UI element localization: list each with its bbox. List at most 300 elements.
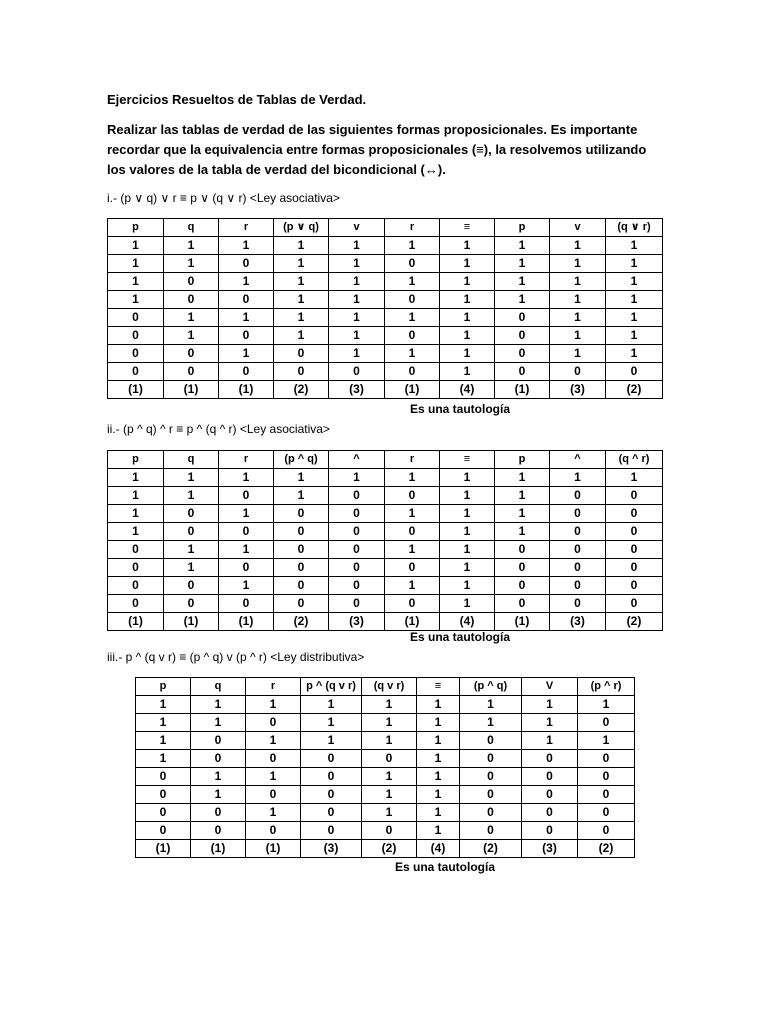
column-header: V: [522, 678, 578, 696]
column-header: (p ^ q): [460, 678, 522, 696]
table-cell: 1: [522, 732, 578, 750]
table-cell: 1: [606, 273, 663, 291]
table-cell: 0: [136, 822, 191, 840]
document-title: Ejercicios Resueltos de Tablas de Verdad.: [107, 92, 367, 107]
table-cell: 0: [108, 559, 164, 577]
table-cell: 0: [246, 714, 301, 732]
table-cell: 0: [164, 595, 219, 613]
column-header: ≡: [440, 219, 495, 237]
table-cell: 0: [219, 363, 274, 381]
table-cell: 1: [274, 469, 329, 487]
table-cell: 1: [385, 309, 440, 327]
section-3-conclusion: Es una tautología: [395, 860, 496, 874]
truth-table-1: [107, 218, 663, 399]
table-row: [108, 363, 663, 381]
table-cell: 1: [606, 255, 663, 273]
table-row: [136, 732, 635, 750]
table-cell: 0: [108, 577, 164, 595]
table-cell: 0: [301, 786, 362, 804]
table-row: [136, 696, 635, 714]
table-cell: 1: [385, 237, 440, 255]
table-row: [108, 237, 663, 255]
table-cell: 0: [578, 822, 635, 840]
column-header: ≡: [417, 678, 460, 696]
table-cell: 0: [522, 750, 578, 768]
table-cell: 1: [417, 822, 460, 840]
table-cell: 1: [550, 469, 606, 487]
table-cell: 0: [522, 786, 578, 804]
table-cell: 1: [219, 469, 274, 487]
table-cell: 1: [606, 469, 663, 487]
table-cell: 0: [274, 559, 329, 577]
table-cell: 0: [522, 822, 578, 840]
table-cell: 0: [385, 559, 440, 577]
table-cell: 0: [495, 595, 550, 613]
table-cell: 0: [108, 541, 164, 559]
table-cell: 1: [191, 696, 246, 714]
table-cell: 1: [550, 237, 606, 255]
table-cell: 0: [606, 577, 663, 595]
table-cell: 1: [108, 255, 164, 273]
table-cell: 1: [417, 714, 460, 732]
table-cell: 1: [417, 750, 460, 768]
table-cell: (4): [440, 381, 495, 399]
table-cell: 1: [522, 714, 578, 732]
table-cell: 1: [385, 469, 440, 487]
table-cell: 1: [440, 291, 495, 309]
table-cell: 1: [329, 273, 385, 291]
table-cell: 0: [274, 505, 329, 523]
table-cell: 1: [164, 487, 219, 505]
table-cell: 1: [440, 309, 495, 327]
table-cell: 0: [385, 255, 440, 273]
table-cell: 1: [440, 505, 495, 523]
table-row: [108, 505, 663, 523]
table-cell: 1: [550, 327, 606, 345]
table-cell: 1: [460, 696, 522, 714]
table-cell: 0: [274, 345, 329, 363]
table-cell: (2): [460, 840, 522, 858]
table-row: [108, 577, 663, 595]
table-cell: (2): [274, 613, 329, 631]
table-cell: 1: [440, 327, 495, 345]
table-cell: (2): [606, 381, 663, 399]
table-cell: 0: [606, 363, 663, 381]
table-cell: 1: [191, 714, 246, 732]
table-cell: (3): [329, 381, 385, 399]
table-cell: 0: [578, 714, 635, 732]
table-cell: 0: [136, 768, 191, 786]
table-cell: 0: [164, 577, 219, 595]
table-cell: (4): [440, 613, 495, 631]
table-cell: 0: [301, 822, 362, 840]
column-header: v: [550, 219, 606, 237]
table-cell: 1: [606, 345, 663, 363]
table-cell: 1: [274, 237, 329, 255]
table-cell: 1: [136, 696, 191, 714]
column-header: v: [329, 219, 385, 237]
table-row: [108, 291, 663, 309]
table-cell: (3): [522, 840, 578, 858]
table-cell: 0: [606, 505, 663, 523]
table-cell: 1: [550, 309, 606, 327]
column-header: ^: [329, 451, 385, 469]
table-cell: 0: [385, 523, 440, 541]
table-cell: 1: [495, 469, 550, 487]
table-cell: 0: [550, 559, 606, 577]
column-header: r: [385, 451, 440, 469]
column-header: (q ∨ r): [606, 219, 663, 237]
table-cell: (1): [385, 381, 440, 399]
table-cell: (1): [164, 381, 219, 399]
table-cell: 0: [385, 595, 440, 613]
table-cell: 1: [274, 309, 329, 327]
table-cell: 1: [219, 309, 274, 327]
column-header: (q v r): [362, 678, 417, 696]
table-cell: 1: [329, 327, 385, 345]
table-cell: 1: [440, 237, 495, 255]
table-cell: 0: [191, 732, 246, 750]
table-cell: 1: [329, 237, 385, 255]
table-cell: 1: [550, 273, 606, 291]
table-cell: 1: [440, 595, 495, 613]
table-row: [108, 487, 663, 505]
table-cell: 1: [440, 523, 495, 541]
table-cell: 0: [578, 786, 635, 804]
column-header: r: [219, 451, 274, 469]
table-cell: 1: [440, 345, 495, 363]
table-cell: 1: [440, 487, 495, 505]
table-cell: 1: [164, 327, 219, 345]
column-header: q: [164, 451, 219, 469]
table-cell: 1: [108, 487, 164, 505]
table-cell: 0: [329, 505, 385, 523]
table-cell: 1: [219, 541, 274, 559]
column-header: p: [495, 451, 550, 469]
table-cell: 0: [301, 804, 362, 822]
table-cell: 0: [606, 487, 663, 505]
table-cell: 1: [362, 714, 417, 732]
table-cell: 1: [362, 804, 417, 822]
table-cell: (1): [136, 840, 191, 858]
table-cell: 1: [108, 469, 164, 487]
table-cell: 1: [460, 714, 522, 732]
table-cell: (2): [274, 381, 329, 399]
column-header: p: [495, 219, 550, 237]
table-cell: 0: [495, 541, 550, 559]
table-cell: 1: [606, 309, 663, 327]
table-cell: 1: [108, 291, 164, 309]
table-row: [136, 804, 635, 822]
table-cell: 0: [460, 732, 522, 750]
table-cell: 1: [164, 541, 219, 559]
table-cell: 0: [606, 523, 663, 541]
table-cell: (1): [495, 381, 550, 399]
column-header: p: [108, 451, 164, 469]
section-2-heading: ii.- (p ^ q) ^ r ≡ p ^ (q ^ r) <Ley asociativa>: [107, 422, 330, 436]
table-cell: 0: [550, 577, 606, 595]
table-cell: 0: [606, 595, 663, 613]
table-cell: 0: [301, 768, 362, 786]
table-cell: 1: [219, 237, 274, 255]
table-cell: 0: [385, 327, 440, 345]
table-cell: (3): [550, 381, 606, 399]
table-cell: 0: [495, 577, 550, 595]
table-cell: 0: [329, 363, 385, 381]
table-cell: (1): [495, 613, 550, 631]
table-cell: 1: [136, 714, 191, 732]
table-cell: 0: [460, 822, 522, 840]
table-cell: 1: [362, 786, 417, 804]
table-cell: 0: [362, 750, 417, 768]
table-cell: 1: [108, 523, 164, 541]
table-cell: 1: [274, 255, 329, 273]
table-cell: 0: [136, 804, 191, 822]
table-cell: 1: [495, 255, 550, 273]
column-header: r: [246, 678, 301, 696]
section-1-heading: i.- (p ∨ q) ∨ r ≡ p ∨ (q ∨ r) <Ley asociativa>: [107, 191, 340, 205]
table-cell: 0: [219, 255, 274, 273]
table-cell: 1: [522, 696, 578, 714]
table-cell: 0: [108, 595, 164, 613]
table-cell: 1: [219, 345, 274, 363]
table-cell: 0: [108, 363, 164, 381]
table-cell: (1): [191, 840, 246, 858]
table-cell: 1: [578, 696, 635, 714]
table-row: [108, 523, 663, 541]
table-cell: 0: [164, 345, 219, 363]
table-cell: 1: [550, 291, 606, 309]
table-cell: 1: [440, 541, 495, 559]
table-cell: 0: [164, 291, 219, 309]
table-cell: (2): [578, 840, 635, 858]
table-cell: 0: [460, 768, 522, 786]
table-row: [136, 750, 635, 768]
table-cell: 0: [550, 487, 606, 505]
table-cell: 0: [246, 786, 301, 804]
table-cell: 1: [274, 327, 329, 345]
table-cell: 1: [274, 291, 329, 309]
table-row: [136, 786, 635, 804]
table-row: [136, 822, 635, 840]
table-cell: 0: [219, 291, 274, 309]
table-cell: 0: [460, 750, 522, 768]
table-row: [108, 273, 663, 291]
table-cell: 0: [274, 595, 329, 613]
table-cell: 1: [108, 505, 164, 523]
table-cell: 1: [417, 768, 460, 786]
table-cell: 0: [329, 577, 385, 595]
table-cell: 1: [246, 696, 301, 714]
table-cell: 1: [417, 696, 460, 714]
step-order-row: [108, 613, 663, 631]
table-cell: 1: [440, 255, 495, 273]
table-cell: 1: [550, 345, 606, 363]
table-cell: (4): [417, 840, 460, 858]
table-cell: 1: [164, 255, 219, 273]
table-row: [108, 469, 663, 487]
table-cell: 1: [495, 505, 550, 523]
table-cell: (1): [385, 613, 440, 631]
table-cell: 0: [274, 577, 329, 595]
table-cell: 0: [578, 750, 635, 768]
table-cell: 1: [417, 804, 460, 822]
table-cell: (1): [164, 613, 219, 631]
column-header: ^: [550, 451, 606, 469]
table-cell: 1: [108, 273, 164, 291]
table-cell: 1: [329, 309, 385, 327]
column-header: p: [108, 219, 164, 237]
table-cell: (3): [329, 613, 385, 631]
table-cell: 0: [550, 595, 606, 613]
table-cell: 0: [274, 363, 329, 381]
table-cell: 1: [440, 469, 495, 487]
table-cell: 1: [495, 487, 550, 505]
table-cell: 1: [606, 237, 663, 255]
section-3-heading: iii.- p ^ (q v r) ≡ (p ^ q) v (p ^ r) <Ley distributiva>: [107, 650, 365, 664]
column-header: q: [191, 678, 246, 696]
table-cell: 0: [329, 595, 385, 613]
intro-paragraph: Realizar las tablas de verdad de las siguientes formas proposicionales. Es importante recordar que la equivalencia entre formas proposicionales (≡), la resolvemos utilizando los valores de la tabla de verdad del bicondicional (↔).: [107, 122, 647, 177]
table-cell: 1: [246, 804, 301, 822]
table-cell: 1: [136, 732, 191, 750]
table-cell: 1: [219, 577, 274, 595]
table-cell: 0: [495, 327, 550, 345]
table-cell: 1: [362, 732, 417, 750]
table-cell: 1: [495, 273, 550, 291]
table-cell: 1: [191, 768, 246, 786]
column-header: r: [219, 219, 274, 237]
table-cell: 0: [362, 822, 417, 840]
table-cell: 0: [219, 523, 274, 541]
table-cell: 0: [108, 345, 164, 363]
table-cell: 0: [246, 822, 301, 840]
table-cell: 1: [329, 469, 385, 487]
table-cell: 1: [329, 345, 385, 363]
table-cell: 0: [495, 345, 550, 363]
section-2-conclusion: Es una tautología: [410, 630, 511, 644]
table-cell: 0: [578, 804, 635, 822]
table-cell: 1: [274, 487, 329, 505]
table-row: [108, 255, 663, 273]
table-cell: 0: [219, 559, 274, 577]
table-cell: (1): [108, 381, 164, 399]
table-cell: 1: [164, 309, 219, 327]
table-cell: 1: [164, 559, 219, 577]
table-cell: 0: [164, 505, 219, 523]
table-cell: 1: [606, 291, 663, 309]
column-header: q: [164, 219, 219, 237]
table-cell: 0: [136, 786, 191, 804]
column-header: (p ^ q): [274, 451, 329, 469]
table-cell: 0: [495, 363, 550, 381]
table-cell: 0: [606, 559, 663, 577]
column-header: p ^ (q v r): [301, 678, 362, 696]
column-header: r: [385, 219, 440, 237]
table-cell: 1: [274, 273, 329, 291]
table-cell: 0: [108, 309, 164, 327]
table-cell: 0: [550, 363, 606, 381]
table-cell: (3): [550, 613, 606, 631]
table-cell: (1): [246, 840, 301, 858]
table-cell: 1: [440, 559, 495, 577]
table-cell: 0: [550, 541, 606, 559]
column-header: p: [136, 678, 191, 696]
table-cell: 0: [164, 273, 219, 291]
table-cell: 0: [385, 291, 440, 309]
table-cell: 1: [246, 768, 301, 786]
table-cell: (2): [362, 840, 417, 858]
table-cell: 1: [417, 732, 460, 750]
table-cell: (3): [301, 840, 362, 858]
table-cell: 0: [164, 523, 219, 541]
table-row: [108, 541, 663, 559]
truth-table-2: [107, 450, 663, 631]
table-cell: 0: [274, 523, 329, 541]
table-row: [108, 595, 663, 613]
table-cell: 0: [274, 541, 329, 559]
table-cell: 1: [440, 577, 495, 595]
table-cell: (1): [219, 381, 274, 399]
table-cell: 0: [246, 750, 301, 768]
table-cell: 0: [495, 309, 550, 327]
column-header: ≡: [440, 451, 495, 469]
table-cell: 0: [460, 804, 522, 822]
table-cell: 0: [164, 363, 219, 381]
table-cell: 1: [329, 255, 385, 273]
table-row: [136, 768, 635, 786]
table-cell: 0: [522, 804, 578, 822]
table-row: [108, 559, 663, 577]
table-cell: 1: [301, 696, 362, 714]
table-cell: 1: [329, 291, 385, 309]
table-cell: 0: [191, 750, 246, 768]
table-cell: 1: [191, 786, 246, 804]
table-cell: 0: [606, 541, 663, 559]
table-cell: 1: [362, 768, 417, 786]
table-row: [108, 345, 663, 363]
table-cell: 0: [329, 523, 385, 541]
table-cell: 1: [362, 696, 417, 714]
table-cell: 1: [385, 345, 440, 363]
table-cell: 0: [329, 541, 385, 559]
table-cell: 0: [550, 505, 606, 523]
table-row: [108, 309, 663, 327]
table-cell: 1: [385, 505, 440, 523]
table-cell: 0: [219, 595, 274, 613]
table-cell: 1: [385, 577, 440, 595]
table-cell: 0: [108, 327, 164, 345]
table-cell: 0: [385, 363, 440, 381]
table-cell: 0: [578, 768, 635, 786]
table-cell: 1: [578, 732, 635, 750]
table-cell: 0: [329, 487, 385, 505]
table-cell: 0: [385, 487, 440, 505]
table-cell: 1: [108, 237, 164, 255]
table-cell: 0: [191, 804, 246, 822]
table-cell: 0: [495, 559, 550, 577]
table-cell: 1: [136, 750, 191, 768]
table-cell: 0: [550, 523, 606, 541]
section-1-conclusion: Es una tautología: [410, 402, 511, 416]
table-cell: 0: [219, 487, 274, 505]
table-row: [108, 327, 663, 345]
column-header: (p ∨ q): [274, 219, 329, 237]
table-cell: 1: [495, 237, 550, 255]
table-cell: (1): [219, 613, 274, 631]
table-cell: 1: [164, 237, 219, 255]
step-order-row: [136, 840, 635, 858]
